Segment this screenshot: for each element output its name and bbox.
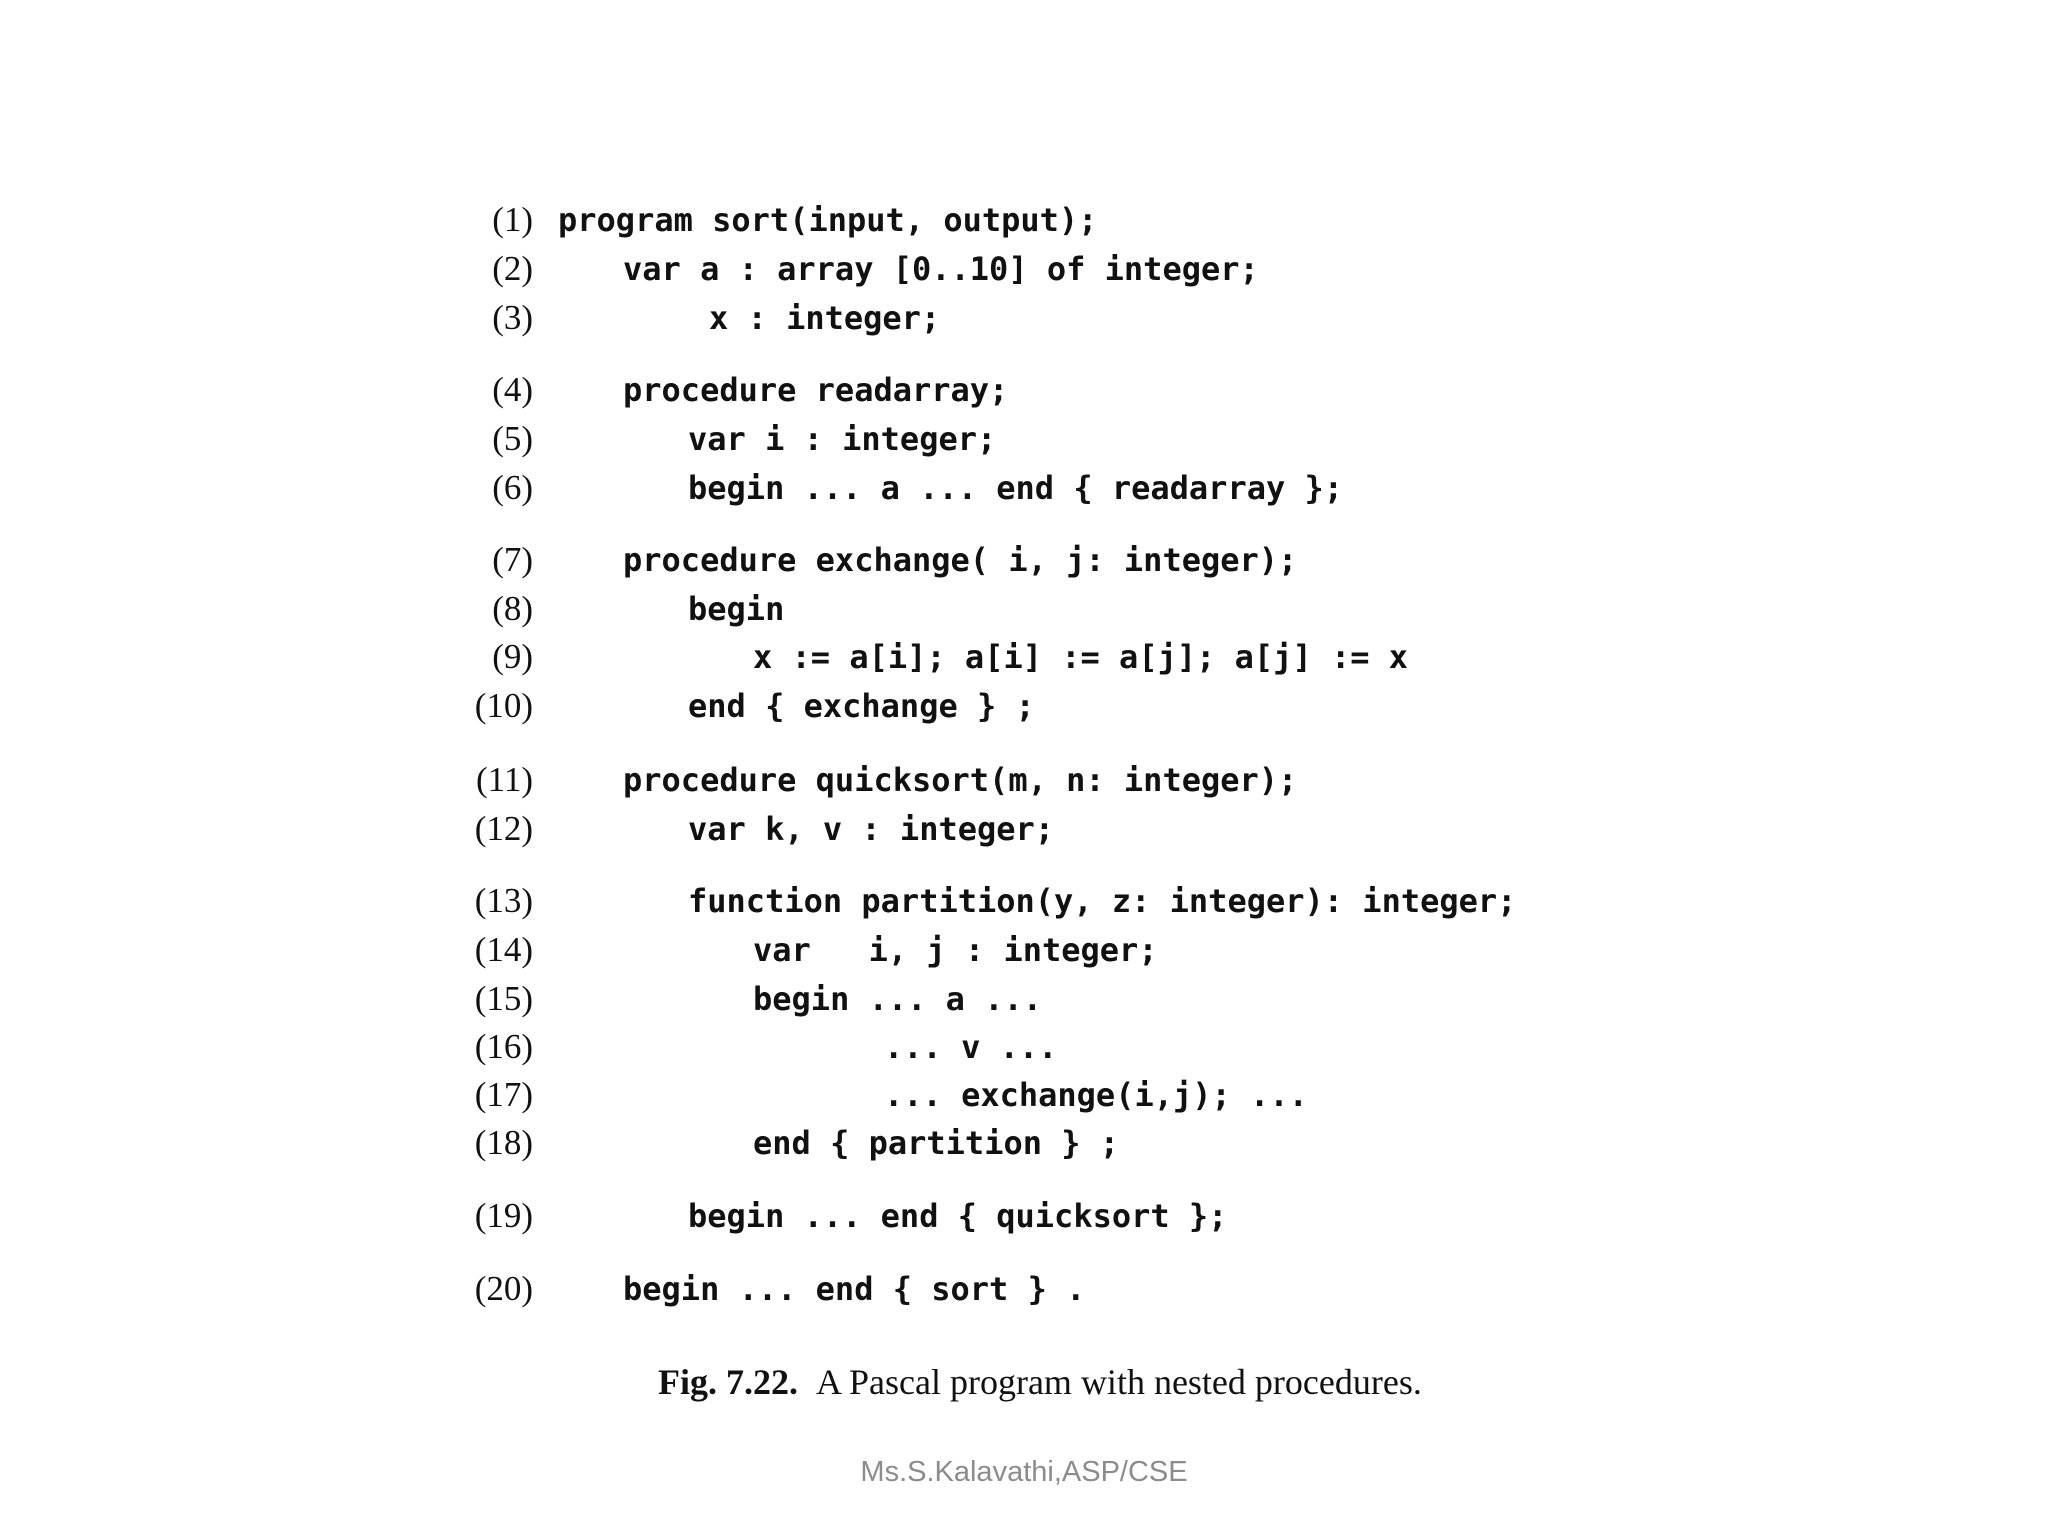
line-number: (1) [492,200,533,239]
figure-caption-text: A Pascal program with nested procedures. [816,1362,1422,1402]
code-text: function partition(y, z: integer): integer; [688,882,1517,920]
line-number: (17) [474,1075,533,1114]
code-text: end { exchange } ; [688,687,1035,725]
code-line [0,294,2048,342]
code-line [0,1192,2048,1240]
line-number: (7) [492,540,533,579]
code-text: begin ... a ... end { readarray }; [688,469,1344,507]
code-text: x := a[i]; a[i] := a[j]; a[j] := x [753,638,1409,676]
code-line [0,805,2048,853]
line-number: (6) [492,468,533,507]
code-text: begin [688,590,785,628]
line-number: (12) [474,809,533,848]
code-text: begin ... end { quicksort }; [688,1197,1228,1235]
line-number: (4) [492,370,533,409]
figure-caption [658,1358,1422,1406]
line-number: (10) [474,686,533,725]
code-line [0,536,2048,584]
code-line [0,1023,2048,1071]
code-line [0,585,2048,633]
code-text: begin ... end { sort } . [623,1270,1086,1308]
code-text: program sort(input, output); [558,201,1098,239]
code-line [0,682,2048,730]
code-text: ... v ... [884,1028,1058,1066]
line-number: (18) [474,1123,533,1162]
code-line [0,877,2048,925]
code-text: x : integer; [709,299,941,337]
code-line [0,196,2048,244]
code-line [0,633,2048,681]
line-number: (13) [474,881,533,920]
code-text: begin ... a ... [753,980,1042,1018]
code-text: var a : array [0..10] of integer; [623,250,1259,288]
code-line [0,1119,2048,1167]
code-text: procedure exchange( i, j: integer); [623,541,1298,579]
code-text: end { partition } ; [753,1124,1120,1162]
figure-label: Fig. 7.22. [658,1362,798,1402]
code-line [0,464,2048,512]
code-text: ... exchange(i,j); ... [884,1076,1308,1114]
code-line [0,1265,2048,1313]
line-number: (8) [492,589,533,628]
code-line [0,1071,2048,1119]
code-line [0,415,2048,463]
code-line [0,756,2048,804]
line-number: (5) [492,419,533,458]
line-number: (15) [474,979,533,1018]
line-number: (14) [474,930,533,969]
code-text: procedure readarray; [623,371,1009,409]
line-number: (9) [492,637,533,676]
slide-footer: Ms.S.Kalavathi,ASP/CSE [860,1456,1188,1488]
code-line [0,975,2048,1023]
code-text: var k, v : integer; [688,810,1055,848]
code-line [0,245,2048,293]
code-line [0,366,2048,414]
code-text: var i : integer; [688,420,997,458]
line-number: (20) [474,1269,533,1308]
code-text: procedure quicksort(m, n: integer); [623,761,1298,799]
line-number: (11) [475,760,533,799]
line-number: (3) [492,298,533,337]
line-number: (2) [492,249,533,288]
code-line [0,926,2048,974]
line-number: (16) [474,1027,533,1066]
code-text: var i, j : integer; [753,931,1158,969]
line-number: (19) [474,1196,533,1235]
